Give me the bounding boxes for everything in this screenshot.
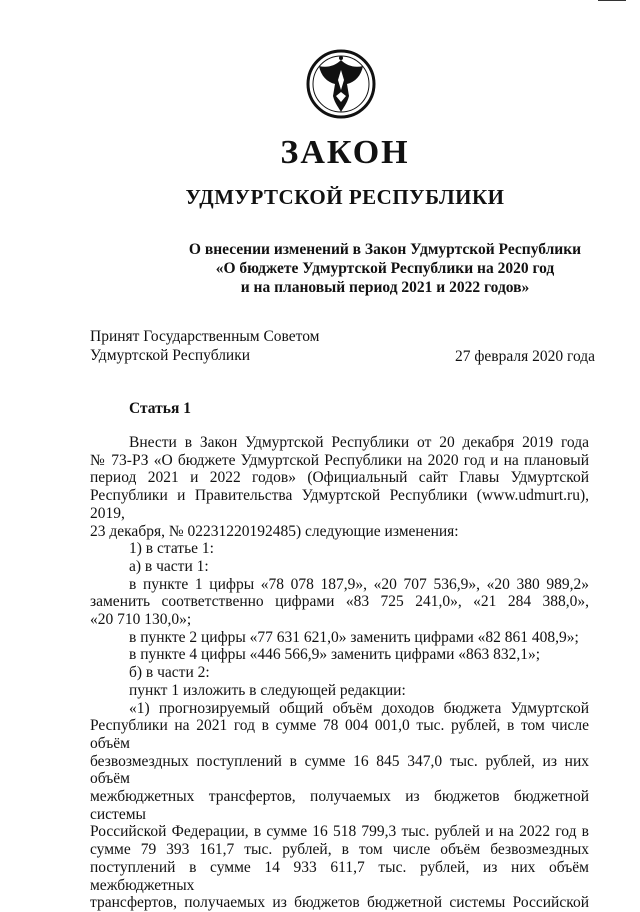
body-line: Российской Федерации, в сумме 16 518 799,3 тыс. рублей и на 2022 год в	[90, 823, 589, 841]
body-line: «1) прогнозируемый общий объём доходов бюджета Удмуртской	[129, 699, 589, 717]
corner-mark	[598, 0, 626, 1]
adoption-line: Принят Государственным Советом	[90, 328, 320, 345]
subject-line: О внесении изменений в Закон Удмуртской Республики	[188, 241, 582, 258]
law-subject	[90, 240, 640, 297]
body-line: б) в части 2:	[129, 664, 210, 682]
body-line: трансфертов, получаемых из бюджетов бюджетной системы Российской	[90, 894, 589, 912]
body-line: межбюджетных трансфертов, получаемых из бюджетов бюджетной системы	[90, 788, 589, 823]
body-line: в пункте 4 цифры «446 566,9» заменить цифрами «863 832,1»;	[129, 646, 541, 664]
body-line: период 2021 и 2022 годов» (Официальный сайт Главы Удмуртской	[90, 469, 589, 487]
subject-line: «О бюджете Удмуртской Республики на 2020 год	[215, 260, 555, 277]
udmurt-republic-emblem-icon	[305, 46, 377, 124]
document-title: ЗАКОН	[280, 134, 410, 171]
body-line: заменить соответственно цифрами «83 725 241,0», «21 284 388,0»,	[90, 593, 589, 611]
document-subtitle: УДМУРТСКОЙ РЕСПУБЛИКИ	[185, 185, 505, 209]
body-line: безвозмездных поступлений в сумме 16 845 347,0 тыс. рублей, из них объём	[90, 752, 589, 788]
body-line: в пункте 2 цифры «77 631 621,0» заменить цифрами «82 861 408,9»;	[129, 628, 579, 646]
article-heading: Статья 1	[129, 400, 191, 417]
body-line: поступлений в сумме 14 933 611,7 тыс. рублей, из них объём межбюджетных	[90, 858, 589, 894]
adoption-line: Удмуртской Республики	[90, 347, 251, 364]
body-line: а) в части 1:	[129, 557, 209, 575]
body-line: № 73-РЗ «О бюджете Удмуртской Республики на 2020 год и на плановый	[90, 451, 589, 469]
body-line: сумме 79 393 161,7 тыс. рублей, в том числе объём безвозмездных	[90, 841, 589, 859]
body-line: пункт 1 изложить в следующей редакции:	[129, 681, 406, 699]
body-line: в пункте 1 цифры «78 078 187,9», «20 707 536,9», «20 380 989,2»	[129, 575, 589, 593]
body-line: Внести в Закон Удмуртской Республики от 20 декабря 2019 года	[129, 434, 589, 451]
body-line: 1) в статье 1:	[129, 540, 214, 558]
body-line: Республики на 2021 год в сумме 78 004 001,0 тыс. рублей, в том числе объём	[90, 717, 589, 752]
article-body	[90, 434, 589, 912]
adoption-date: 27 февраля 2020 года	[455, 348, 596, 365]
body-line: Республики и Правительства Удмуртской Республики (www.udmurt.ru), 2019,	[90, 487, 589, 522]
body-line: 23 декабря, № 02231220192485) следующие изменения:	[90, 522, 459, 540]
adoption-note	[90, 327, 320, 365]
body-line: «20 710 130,0»;	[90, 611, 192, 629]
subject-line: и на плановый период 2021 и 2022 годов»	[240, 279, 530, 296]
